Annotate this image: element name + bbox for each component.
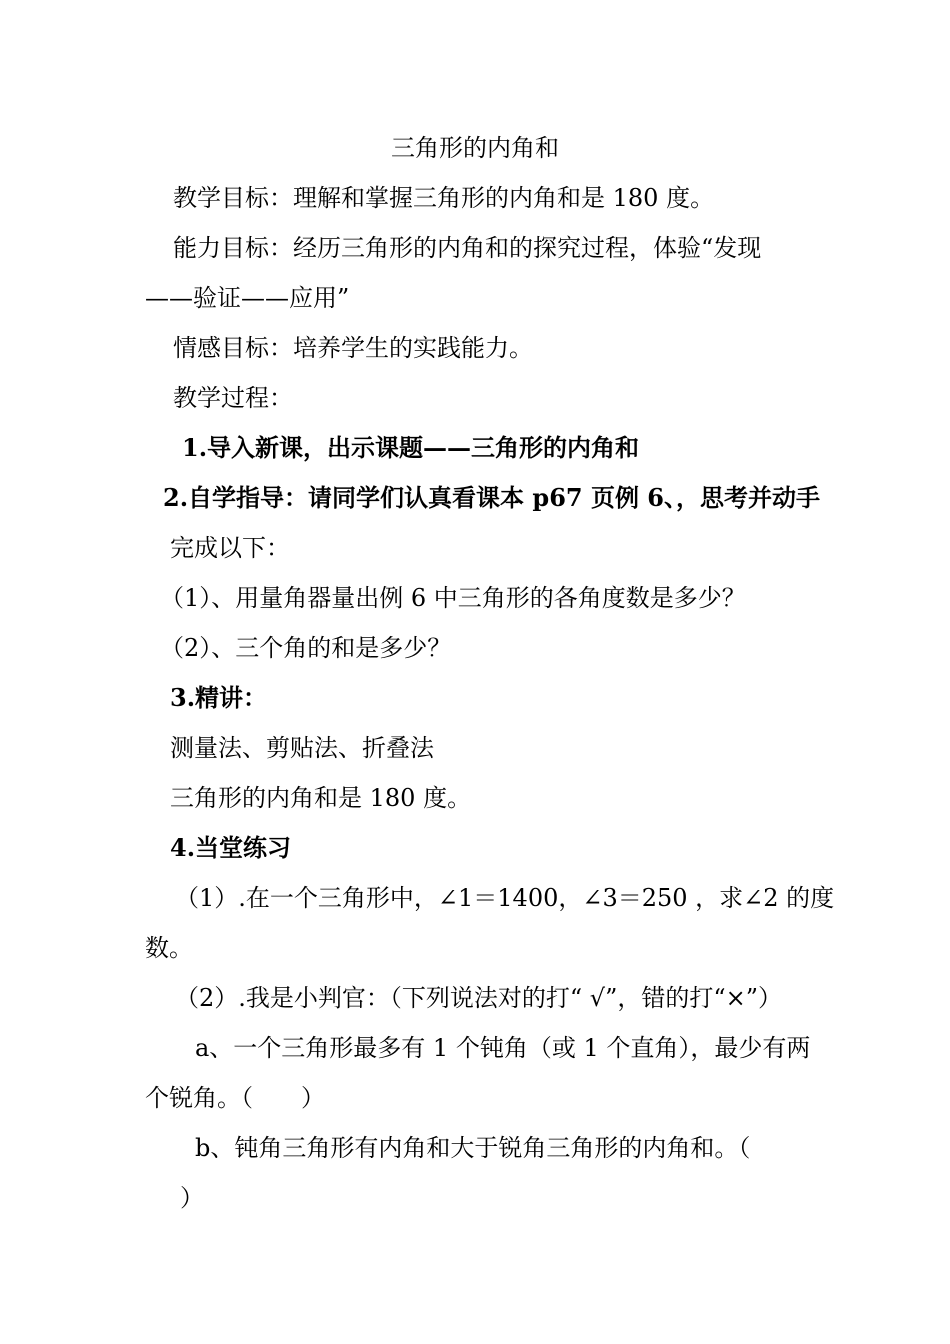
step-3-line: 3.精讲： bbox=[170, 683, 268, 712]
conclusion-line: 三角形的内角和是 180 度。 bbox=[170, 784, 472, 812]
ability-goal-line-cont: ——验证——应用” bbox=[145, 284, 350, 312]
ability-goal-line: 能力目标：经历三角形的内角和的探究过程，体验“发现 bbox=[173, 234, 762, 262]
judgement-b-line: b、钝角三角形有内角和大于锐角三角形的内角和。（ bbox=[195, 1134, 751, 1162]
question-2-line: （2）、三个角的和是多少？ bbox=[160, 634, 452, 662]
judgement-a-line: a、一个三角形最多有 1 个钝角（或 1 个直角），最少有两 bbox=[195, 1034, 811, 1062]
teaching-process-heading: 教学过程： bbox=[173, 384, 293, 412]
exercise-1-line: （1）.在一个三角形中，∠1＝1400，∠3＝250 ，求∠2 的度 bbox=[175, 884, 835, 912]
judgement-a-line-cont: 个锐角。（ ） bbox=[145, 1084, 325, 1112]
step-1-line: 1.导入新课，出示课题——三角形的内角和 bbox=[182, 433, 640, 462]
exercise-2-line: （2）.我是小判官：（下列说法对的打“ √”，错的打“×”） bbox=[175, 984, 783, 1012]
exercise-1-line-cont: 数。 bbox=[145, 934, 193, 962]
methods-line: 测量法、剪贴法、折叠法 bbox=[170, 734, 434, 762]
step-4-line: 4.当堂练习 bbox=[170, 833, 292, 862]
step-2-line: 2.自学指导：请同学们认真看课本 p67 页例 6、，思考并动手 bbox=[163, 483, 820, 512]
teaching-goal-line: 教学目标：理解和掌握三角形的内角和是 180 度。 bbox=[173, 184, 715, 212]
judgement-b-line-cont: ） bbox=[180, 1184, 204, 1212]
document-title: 三角形的内角和 bbox=[391, 134, 559, 162]
step-2-line-cont: 完成以下： bbox=[170, 534, 290, 562]
emotion-goal-line: 情感目标：培养学生的实践能力。 bbox=[173, 334, 533, 362]
question-1-line: （1）、用量角器量出例 6 中三角形的各角度数是多少？ bbox=[160, 584, 746, 612]
